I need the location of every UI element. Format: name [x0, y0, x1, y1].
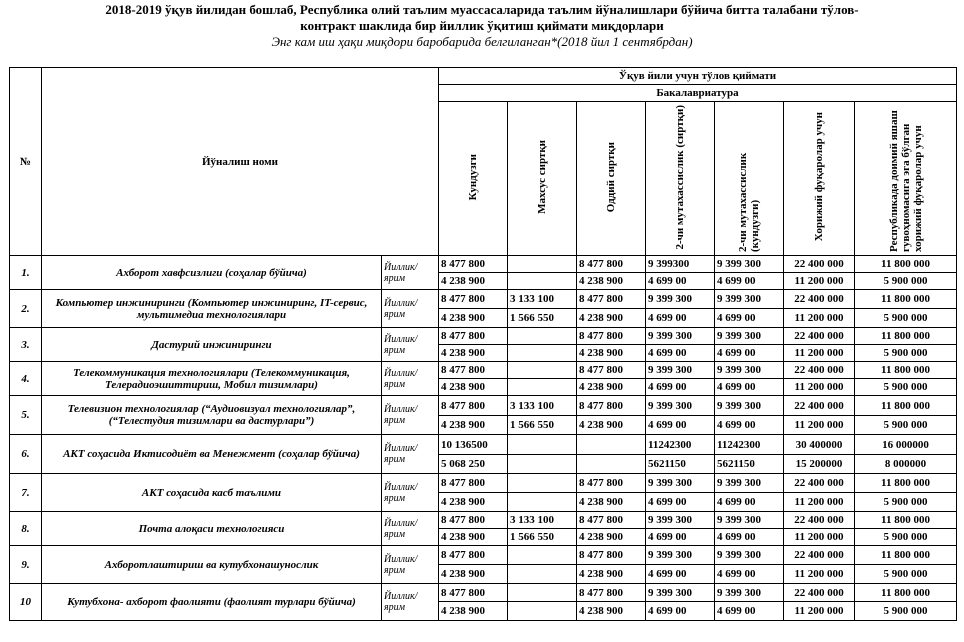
row-number: 8.	[10, 512, 42, 546]
header-second-specialty-extramural	[646, 102, 715, 256]
direction-name: Телекоммуникация технологиялари (Телекоммуникация, Телерадиоэшиттириш, Мобил тизимлари)	[42, 362, 382, 396]
annual-fee-cell: 30 400000	[784, 435, 855, 455]
annual-fee-cell: 11 800 000	[855, 328, 957, 345]
annual-fee-cell: 9 399 300	[715, 474, 784, 493]
row-number: 10	[10, 584, 42, 621]
half-year-fee-cell	[508, 455, 577, 474]
header-bachelor: Бакалавриатура	[439, 85, 957, 102]
annual-fee-cell: 22 400 000	[784, 290, 855, 309]
annual-fee-cell: 9 399 300	[715, 256, 784, 273]
half-year-fee-cell: 4 238 900	[577, 345, 646, 362]
annual-fee-cell: 9 399 300	[646, 474, 715, 493]
row-number: 4.	[10, 362, 42, 396]
annual-fee-cell: 9 399 300	[715, 362, 784, 379]
half-year-fee-cell: 4 238 900	[439, 379, 508, 396]
annual-fee-cell: 3 133 100	[508, 396, 577, 416]
header-fee-group: Ўқув йили учун тўлов қиймати	[439, 68, 957, 85]
direction-name: Кутубхона- ахборот фаолияти (фаолият турлари бўйича)	[42, 584, 382, 621]
annual-fee-cell: 8 477 800	[577, 290, 646, 309]
annual-fee-cell: 10 136500	[439, 435, 508, 455]
annual-fee-cell: 22 400 000	[784, 396, 855, 416]
annual-fee-cell: 11 800 000	[855, 546, 957, 565]
half-year-fee-cell: 4 699 00	[646, 493, 715, 512]
payment-form-label: Йиллик/ ярим	[382, 256, 439, 290]
half-year-fee-cell	[508, 379, 577, 396]
annual-fee-cell: 22 400 000	[784, 512, 855, 529]
direction-name: Компьютер инжиниринги (Компьютер инжиниринг, IT-сервис, мультимедиа технологиялари	[42, 290, 382, 328]
half-year-fee-cell	[508, 565, 577, 584]
annual-fee-cell: 11 800 000	[855, 584, 957, 602]
half-year-fee-cell	[577, 455, 646, 474]
payment-form-label: Йиллик/ ярим	[382, 362, 439, 396]
half-year-fee-cell: 4 238 900	[577, 309, 646, 328]
half-year-fee-cell: 11 200 000	[784, 529, 855, 546]
annual-fee-cell: 22 400 000	[784, 362, 855, 379]
annual-fee-cell: 9 399 300	[715, 584, 784, 602]
payment-form-label: Йиллик/ ярим	[382, 474, 439, 512]
header-number: №	[10, 68, 42, 256]
half-year-fee-cell: 4 699 00	[715, 565, 784, 584]
annual-fee-cell: 3 133 100	[508, 290, 577, 309]
annual-fee-cell: 9 399 300	[715, 396, 784, 416]
table-row	[10, 328, 957, 345]
annual-fee-cell	[577, 435, 646, 455]
annual-fee-cell: 9 399 300	[646, 362, 715, 379]
header-foreign-citizens	[784, 102, 855, 256]
annual-fee-cell: 22 400 000	[784, 256, 855, 273]
annual-fee-cell: 9 399 300	[715, 546, 784, 565]
table-row	[10, 362, 957, 379]
column-header-label: Махсус сиртқи	[536, 140, 548, 214]
annual-fee-cell: 9 399 300	[646, 290, 715, 309]
annual-fee-cell: 9 399 300	[646, 396, 715, 416]
annual-fee-cell: 8 477 800	[439, 396, 508, 416]
half-year-fee-cell: 1 566 550	[508, 416, 577, 435]
annual-fee-cell: 3 133 100	[508, 512, 577, 529]
half-year-fee-cell: 11 200 000	[784, 565, 855, 584]
row-number: 9.	[10, 546, 42, 584]
half-year-fee-cell: 5 068 250	[439, 455, 508, 474]
half-year-fee-cell: 5 900 000	[855, 416, 957, 435]
annual-fee-cell: 8 477 800	[577, 474, 646, 493]
half-year-fee-cell: 11 200 000	[784, 345, 855, 362]
table-row	[10, 474, 957, 493]
half-year-fee-cell: 4 238 900	[577, 529, 646, 546]
annual-fee-cell: 11 800 000	[855, 512, 957, 529]
half-year-fee-cell: 5621150	[646, 455, 715, 474]
annual-fee-cell: 8 477 800	[577, 396, 646, 416]
column-header-label: Кундузги	[467, 153, 479, 201]
annual-fee-cell	[508, 584, 577, 602]
annual-fee-cell: 8 477 800	[577, 584, 646, 602]
annual-fee-cell: 11 800 000	[855, 362, 957, 379]
annual-fee-cell: 9 399 300	[715, 290, 784, 309]
annual-fee-cell: 8 477 800	[439, 256, 508, 273]
half-year-fee-cell: 4 699 00	[715, 345, 784, 362]
half-year-fee-cell	[508, 602, 577, 621]
table-row	[10, 512, 957, 529]
direction-name: АКТ соҳасида Иктисодиёт ва Менежмент (соҳалар бўйича)	[42, 435, 382, 474]
half-year-fee-cell: 4 699 00	[715, 379, 784, 396]
direction-name: АКТ соҳасида касб таълими	[42, 474, 382, 512]
header-daytime	[439, 102, 508, 256]
half-year-fee-cell: 4 238 900	[439, 493, 508, 512]
half-year-fee-cell: 4 238 900	[577, 602, 646, 621]
half-year-fee-cell: 5 900 000	[855, 309, 957, 328]
half-year-fee-cell: 5 900 000	[855, 529, 957, 546]
annual-fee-cell: 9 399 300	[646, 328, 715, 345]
half-year-fee-cell: 4 238 900	[439, 602, 508, 621]
table-row	[10, 546, 957, 565]
half-year-fee-cell	[508, 345, 577, 362]
half-year-fee-cell: 4 699 00	[646, 602, 715, 621]
payment-form-label: Йиллик/ ярим	[382, 512, 439, 546]
half-year-fee-cell: 5 900 000	[855, 493, 957, 512]
annual-fee-cell: 8 477 800	[439, 362, 508, 379]
column-header-label: Оддий сиртқи	[605, 141, 617, 213]
document-title-line-2: контракт шаклида бир йиллик ўқитиш қиймати миқдорлари	[300, 18, 664, 33]
half-year-fee-cell: 4 238 900	[577, 379, 646, 396]
payment-form-label: Йиллик/ ярим	[382, 290, 439, 328]
annual-fee-cell: 22 400 000	[784, 328, 855, 345]
document-subtitle: Энг кам иш ҳақи миқдори баробарида белгиланган*(2018 йил 1 сентябрдан)	[271, 34, 693, 49]
row-number: 7.	[10, 474, 42, 512]
half-year-fee-cell: 4 699 00	[715, 273, 784, 290]
half-year-fee-cell: 4 238 900	[439, 529, 508, 546]
document-title-line-1: 2018-2019 ўқув йилидан бошлаб, Республика олий таълим муассасаларида таълим йўналишлари бўйича битта талабани тўлов-	[105, 2, 859, 17]
direction-name: Дастурий инжиниринги	[42, 328, 382, 362]
column-header-label: Республикада доимий яшаш гувоҳномасига эга бўлган хорижий фуқаролар учун	[887, 110, 924, 252]
half-year-fee-cell: 4 699 00	[715, 416, 784, 435]
half-year-fee-cell: 4 699 00	[715, 493, 784, 512]
row-number: 2.	[10, 290, 42, 328]
annual-fee-cell: 8 477 800	[439, 584, 508, 602]
annual-fee-cell: 8 477 800	[439, 290, 508, 309]
half-year-fee-cell: 11 200 000	[784, 493, 855, 512]
half-year-fee-cell	[508, 493, 577, 512]
header-second-specialty-daytime	[715, 102, 784, 256]
half-year-fee-cell: 4 699 00	[715, 602, 784, 621]
half-year-fee-cell: 4 699 00	[646, 565, 715, 584]
half-year-fee-cell: 4 238 900	[439, 565, 508, 584]
half-year-fee-cell: 4 238 900	[577, 493, 646, 512]
annual-fee-cell: 8 477 800	[439, 328, 508, 345]
direction-name: Телевизион технологиялар (“Аудиовизуал технологиялар”,(“Телестудия тизимлари ва дастурлари”)	[42, 396, 382, 435]
annual-fee-cell	[508, 328, 577, 345]
row-number: 6.	[10, 435, 42, 474]
column-header-label: 2-чи мутахассислик (сиртқи)	[674, 104, 686, 250]
annual-fee-cell: 9 399 300	[646, 512, 715, 529]
annual-fee-cell	[508, 256, 577, 273]
half-year-fee-cell: 11 200 000	[784, 416, 855, 435]
half-year-fee-cell: 5 900 000	[855, 565, 957, 584]
direction-name: Почта алоқаси технологияси	[42, 512, 382, 546]
annual-fee-cell: 11 800 000	[855, 256, 957, 273]
half-year-fee-cell: 5 900 000	[855, 273, 957, 290]
half-year-fee-cell: 4 238 900	[577, 416, 646, 435]
half-year-fee-cell: 15 200000	[784, 455, 855, 474]
annual-fee-cell: 11 800 000	[855, 396, 957, 416]
half-year-fee-cell: 4 238 900	[577, 273, 646, 290]
header-resident-foreigners	[855, 102, 957, 256]
direction-name: Ахборот хавфсизлиги (соҳалар бўйича)	[42, 256, 382, 290]
annual-fee-cell	[508, 435, 577, 455]
half-year-fee-cell	[508, 273, 577, 290]
half-year-fee-cell: 4 238 900	[439, 345, 508, 362]
row-number: 5.	[10, 396, 42, 435]
annual-fee-cell: 8 477 800	[439, 546, 508, 565]
annual-fee-cell: 8 477 800	[577, 256, 646, 273]
half-year-fee-cell: 4 699 00	[646, 345, 715, 362]
table-row	[10, 435, 957, 455]
annual-fee-cell: 8 477 800	[439, 512, 508, 529]
row-number: 1.	[10, 256, 42, 290]
half-year-fee-cell: 11 200 000	[784, 602, 855, 621]
annual-fee-cell: 11242300	[646, 435, 715, 455]
half-year-fee-cell: 4 699 00	[646, 379, 715, 396]
half-year-fee-cell: 11 200 000	[784, 309, 855, 328]
annual-fee-cell: 22 400 000	[784, 546, 855, 565]
half-year-fee-cell: 5621150	[715, 455, 784, 474]
annual-fee-cell: 9 399 300	[715, 512, 784, 529]
payment-form-label: Йиллик/ ярим	[382, 396, 439, 435]
annual-fee-cell: 8 477 800	[577, 328, 646, 345]
half-year-fee-cell: 5 900 000	[855, 379, 957, 396]
annual-fee-cell: 8 477 800	[577, 362, 646, 379]
annual-fee-cell	[508, 546, 577, 565]
table-row	[10, 290, 957, 309]
column-header-label: 2-чи мутахассислик (кундузги)	[737, 152, 761, 252]
table-row	[10, 396, 957, 416]
half-year-fee-cell: 11 200 000	[784, 273, 855, 290]
header-special-extramural	[508, 102, 577, 256]
half-year-fee-cell: 1 566 550	[508, 309, 577, 328]
annual-fee-cell: 16 000000	[855, 435, 957, 455]
half-year-fee-cell: 4 699 00	[646, 416, 715, 435]
half-year-fee-cell: 4 699 00	[715, 309, 784, 328]
half-year-fee-cell: 4 699 00	[646, 529, 715, 546]
annual-fee-cell: 11 800 000	[855, 474, 957, 493]
header-regular-extramural	[577, 102, 646, 256]
header-direction-name: Йўналиш номи	[42, 68, 439, 256]
half-year-fee-cell: 1 566 550	[508, 529, 577, 546]
half-year-fee-cell: 4 699 00	[715, 529, 784, 546]
half-year-fee-cell: 4 238 900	[439, 273, 508, 290]
annual-fee-cell: 22 400 000	[784, 474, 855, 493]
payment-form-label: Йиллик/ ярим	[382, 435, 439, 474]
annual-fee-cell: 8 477 800	[577, 512, 646, 529]
annual-fee-cell: 11 800 000	[855, 290, 957, 309]
payment-form-label: Йиллик/ ярим	[382, 328, 439, 362]
annual-fee-cell: 11242300	[715, 435, 784, 455]
annual-fee-cell: 9 399 300	[715, 328, 784, 345]
table-row	[10, 584, 957, 602]
annual-fee-cell	[508, 474, 577, 493]
row-number: 3.	[10, 328, 42, 362]
half-year-fee-cell: 8 000000	[855, 455, 957, 474]
payment-form-label: Йиллик/ ярим	[382, 546, 439, 584]
half-year-fee-cell: 4 699 00	[646, 273, 715, 290]
half-year-fee-cell: 5 900 000	[855, 602, 957, 621]
annual-fee-cell: 9 399300	[646, 256, 715, 273]
payment-form-label: Йиллик/ ярим	[382, 584, 439, 621]
annual-fee-cell: 9 399 300	[646, 546, 715, 565]
annual-fee-cell: 9 399 300	[646, 584, 715, 602]
half-year-fee-cell: 4 238 900	[577, 565, 646, 584]
half-year-fee-cell: 4 238 900	[439, 309, 508, 328]
annual-fee-cell: 22 400 000	[784, 584, 855, 602]
half-year-fee-cell: 11 200 000	[784, 379, 855, 396]
table-row	[10, 256, 957, 273]
annual-fee-cell: 8 477 800	[439, 474, 508, 493]
half-year-fee-cell: 4 238 900	[439, 416, 508, 435]
tuition-fee-table	[9, 67, 957, 621]
annual-fee-cell	[508, 362, 577, 379]
half-year-fee-cell: 5 900 000	[855, 345, 957, 362]
annual-fee-cell: 8 477 800	[577, 546, 646, 565]
column-header-label: Хорижий фуқаролар учун	[813, 112, 825, 242]
half-year-fee-cell: 4 699 00	[646, 309, 715, 328]
direction-name: Ахборотлаштириш ва кутубхонашунослик	[42, 546, 382, 584]
